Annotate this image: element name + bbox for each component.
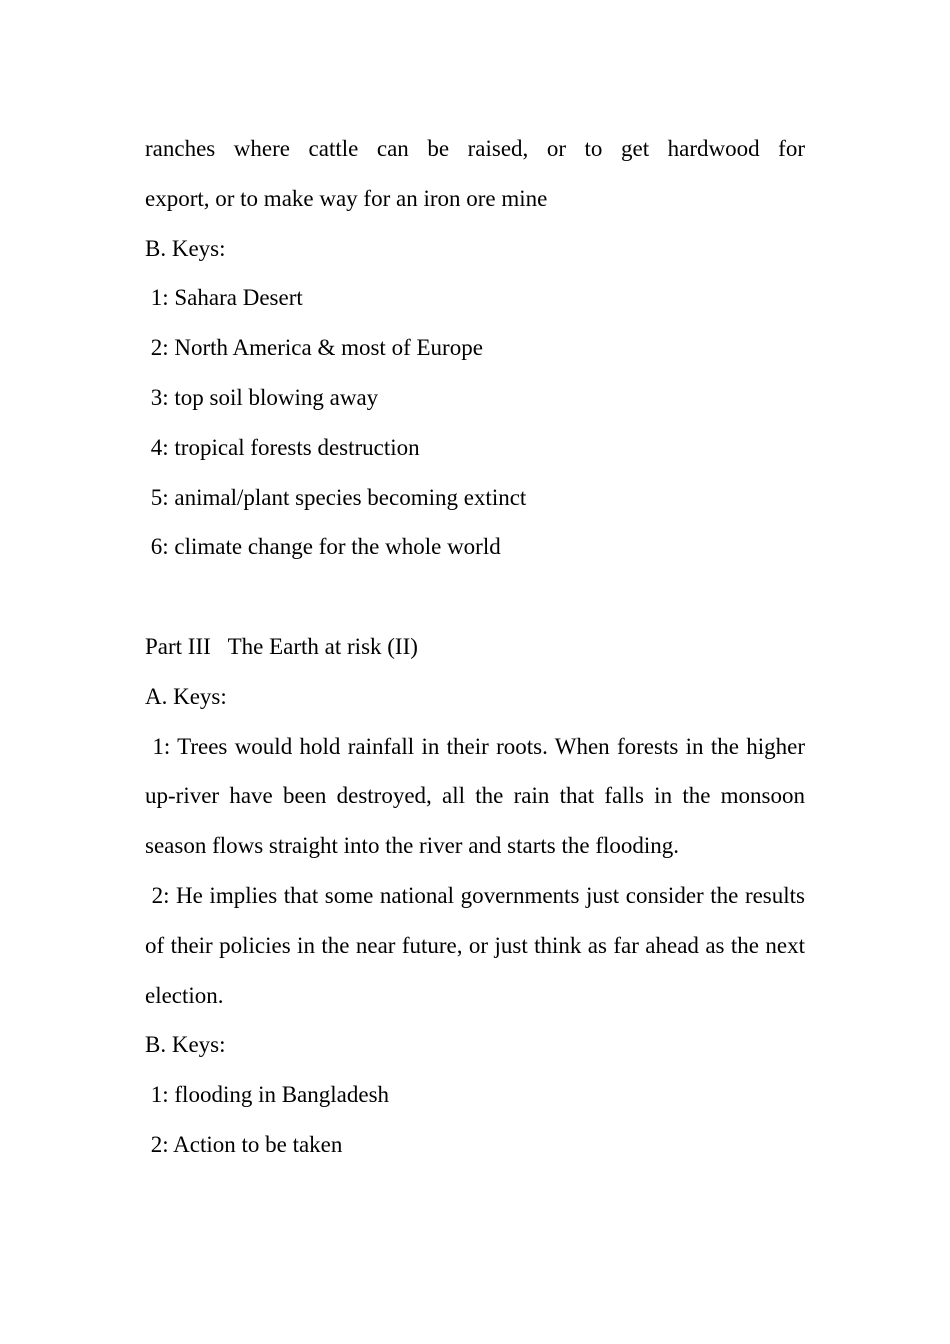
part3-a-answer-1: 1: Trees would hold rainfall in their roots. When forests in the higher up-river have been destroyed, all the rain that falls in the monsoon season flows straight into the river and starts the flooding. bbox=[145, 733, 811, 859]
part2-b-heading: B. Keys: bbox=[145, 235, 226, 261]
part3-a-answer-2: 2: He implies that some national governments just consider the results of their policies in the near future, or just think as far ahead as the next election. bbox=[145, 882, 811, 1008]
part3-b-heading: B. Keys: bbox=[145, 1032, 226, 1058]
part2-b-key-3: 3: top soil blowing away bbox=[145, 384, 379, 410]
part3-b-key-2: 2: Action to be taken bbox=[145, 1131, 343, 1157]
continuation-line-2: export, or to make way for an iron ore mine bbox=[145, 185, 548, 211]
blank-line bbox=[145, 572, 805, 622]
continuation-line-1: ranches where cattle can be raised, or to get hardwood for bbox=[145, 136, 805, 161]
part2-b-key-5: 5: animal/plant species becoming extinct bbox=[145, 484, 527, 510]
part2-b-key-4: 4: tropical forests destruction bbox=[145, 434, 420, 460]
part3-b-key-1: 1: flooding in Bangladesh bbox=[145, 1082, 390, 1108]
part3-title: Part III The Earth at risk (II) bbox=[145, 633, 418, 659]
part2-b-key-2: 2: North America & most of Europe bbox=[145, 335, 483, 361]
part2-b-key-1: 1: Sahara Desert bbox=[145, 285, 303, 311]
part2-b-key-6: 6: climate change for the whole world bbox=[145, 534, 501, 560]
document-page bbox=[145, 124, 811, 1170]
part3-a-heading: A. Keys: bbox=[145, 683, 227, 709]
